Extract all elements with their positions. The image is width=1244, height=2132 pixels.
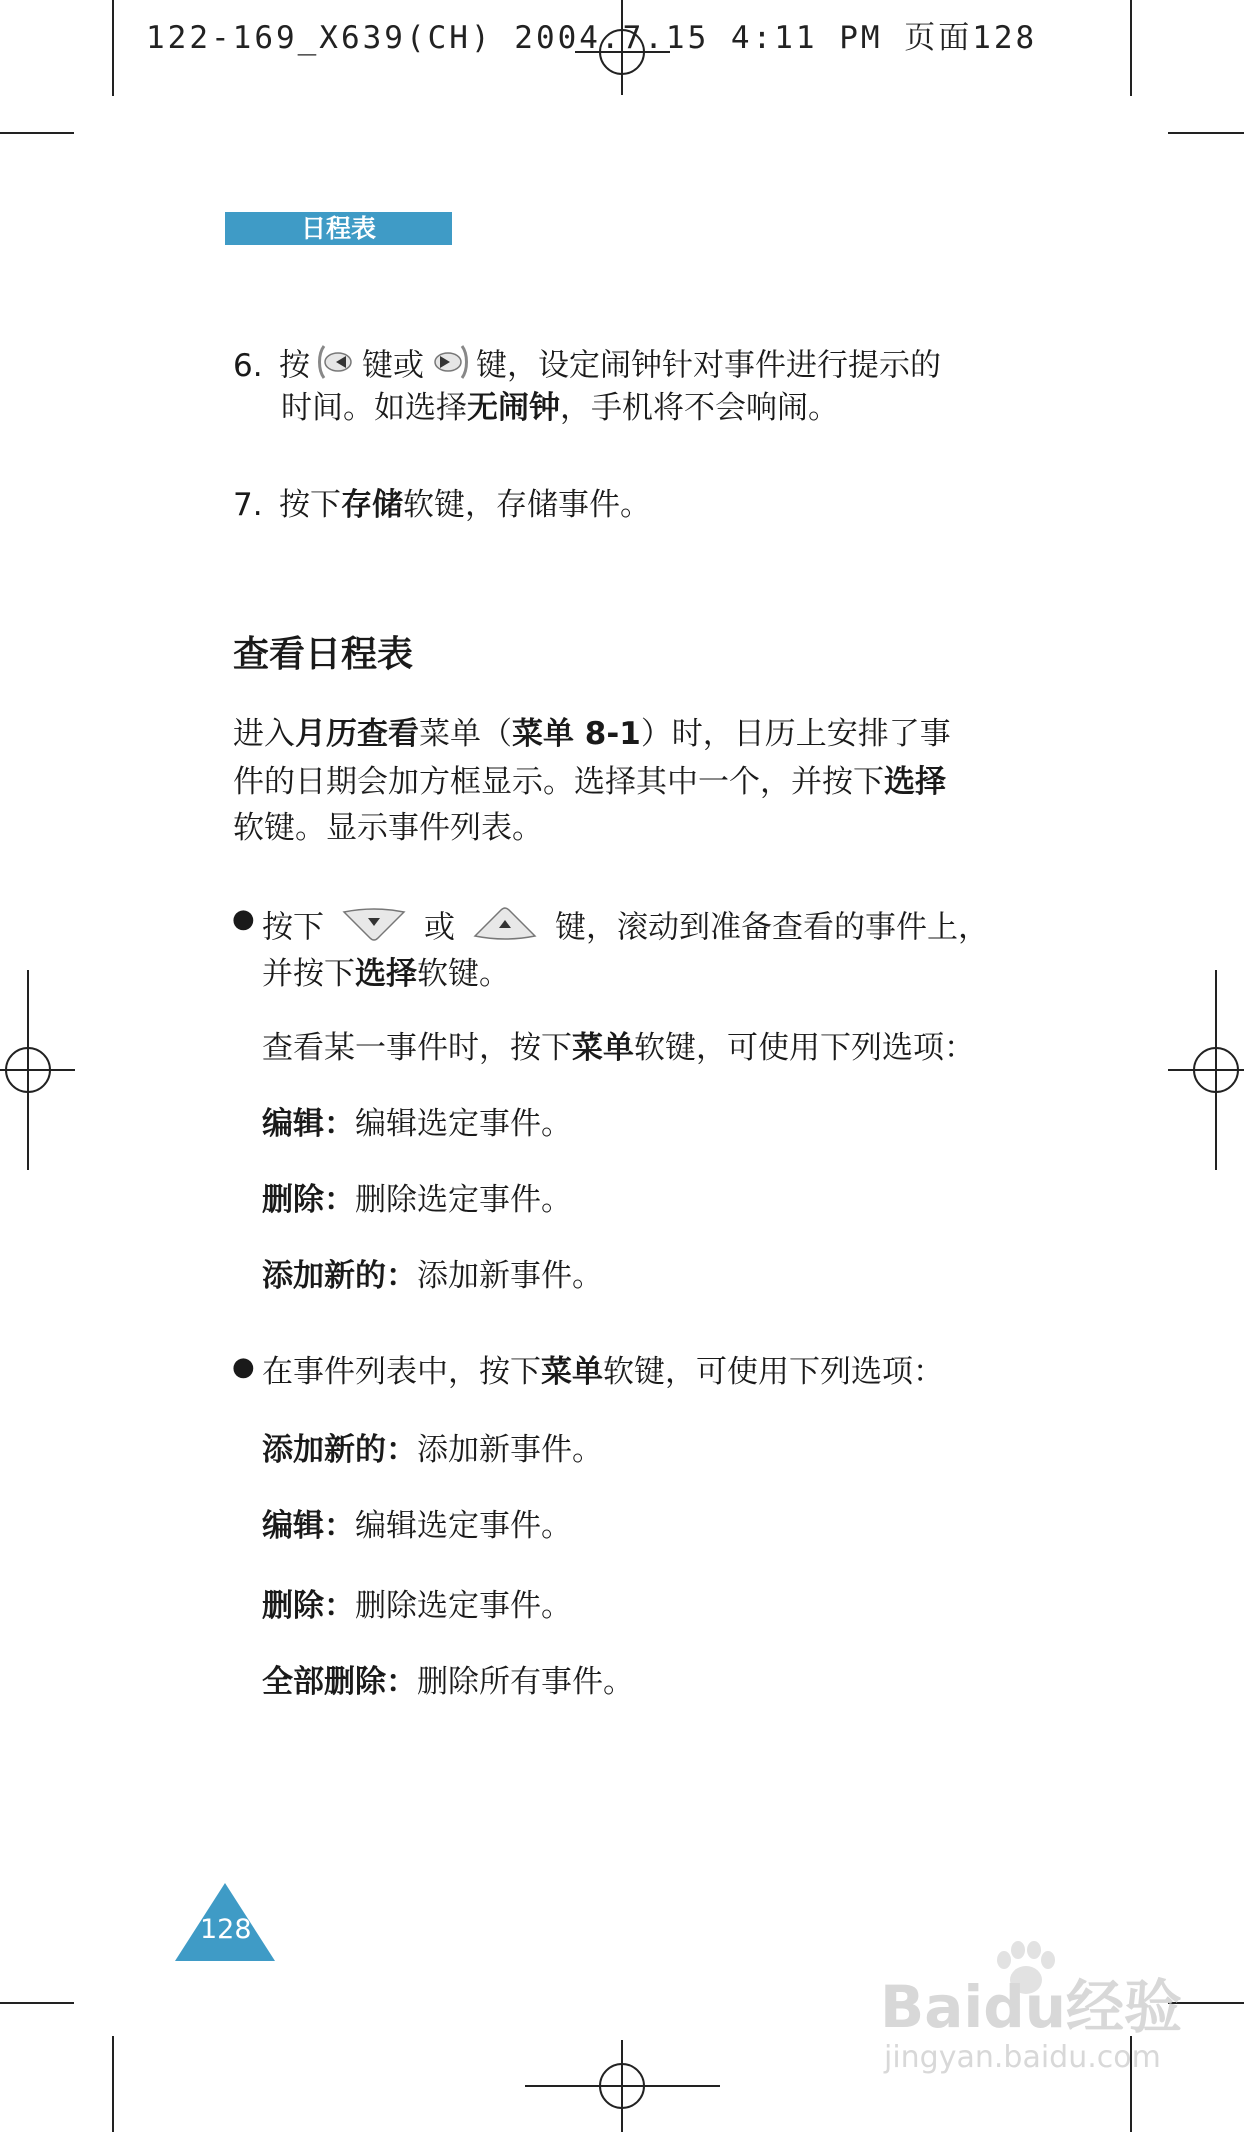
section-tab: 日程表 <box>225 212 452 245</box>
bullet-1-line-1: 按下 或 键，滚动到准备查看的事件上， <box>262 904 989 954</box>
crop-mark <box>0 2002 74 2004</box>
crop-mark <box>112 2036 114 2132</box>
intro-line-3: 软键。显示事件列表。 <box>233 810 543 846</box>
option-item: 添加新的：添加新事件。 <box>262 1258 603 1294</box>
step-number: 6. <box>233 347 263 384</box>
intro-line-2: 件的日期会加方框显示。选择其中一个，并按下选择 <box>233 764 946 800</box>
option-item: 编辑：编辑选定事件。 <box>262 1106 572 1142</box>
bullet-1-line-2: 并按下选择软键。 <box>262 956 510 992</box>
option-item: 全部删除：删除所有事件。 <box>262 1664 634 1700</box>
bullet-2-line-1: 在事件列表中，按下菜单软键，可使用下列选项： <box>262 1354 944 1390</box>
crop-mark <box>0 132 74 134</box>
registration-mark-bottom <box>525 2040 720 2132</box>
step-7-line-1: 7. 按下存储软键，存储事件。 <box>233 487 651 523</box>
step-6-line-1: 6. 按 键或 键，设定闹钟针对事件进行提示的 <box>233 342 941 392</box>
step-number: 7. <box>233 487 263 523</box>
crop-mark <box>1168 132 1244 134</box>
step-6-line-2: 时间。如选择无闹钟，手机将不会响闹。 <box>281 390 839 426</box>
option-item: 删除：删除选定事件。 <box>262 1588 572 1624</box>
right-key-icon <box>430 342 470 392</box>
option-item: 添加新的：添加新事件。 <box>262 1432 603 1468</box>
intro-line-1: 进入月历查看菜单（菜单 8-1）时，日历上安排了事 <box>233 716 951 752</box>
page-number: 128 <box>200 1914 252 1945</box>
bullet-dot: ● <box>232 904 255 934</box>
bullet-1-sub: 查看某一事件时，按下菜单软键，可使用下列选项： <box>262 1030 975 1066</box>
registration-mark-left <box>0 970 75 1170</box>
watermark-url: jingyan.baidu.com <box>884 2040 1161 2075</box>
watermark-logo: Baidu经验 <box>880 1973 1183 2041</box>
section-heading: 查看日程表 <box>233 634 414 675</box>
option-item: 编辑：编辑选定事件。 <box>262 1508 572 1544</box>
bullet-dot: ● <box>232 1352 255 1382</box>
crop-mark <box>112 0 114 96</box>
crop-mark <box>1130 0 1132 96</box>
left-key-icon <box>316 342 356 392</box>
registration-mark-right <box>1168 970 1244 1170</box>
down-nav-key-icon <box>342 904 406 954</box>
print-header: 122-169_X639(CH) 2004.7.15 4:11 PM 页面128 <box>146 20 1038 56</box>
up-nav-key-icon <box>473 904 537 954</box>
option-item: 删除：删除选定事件。 <box>262 1182 572 1218</box>
